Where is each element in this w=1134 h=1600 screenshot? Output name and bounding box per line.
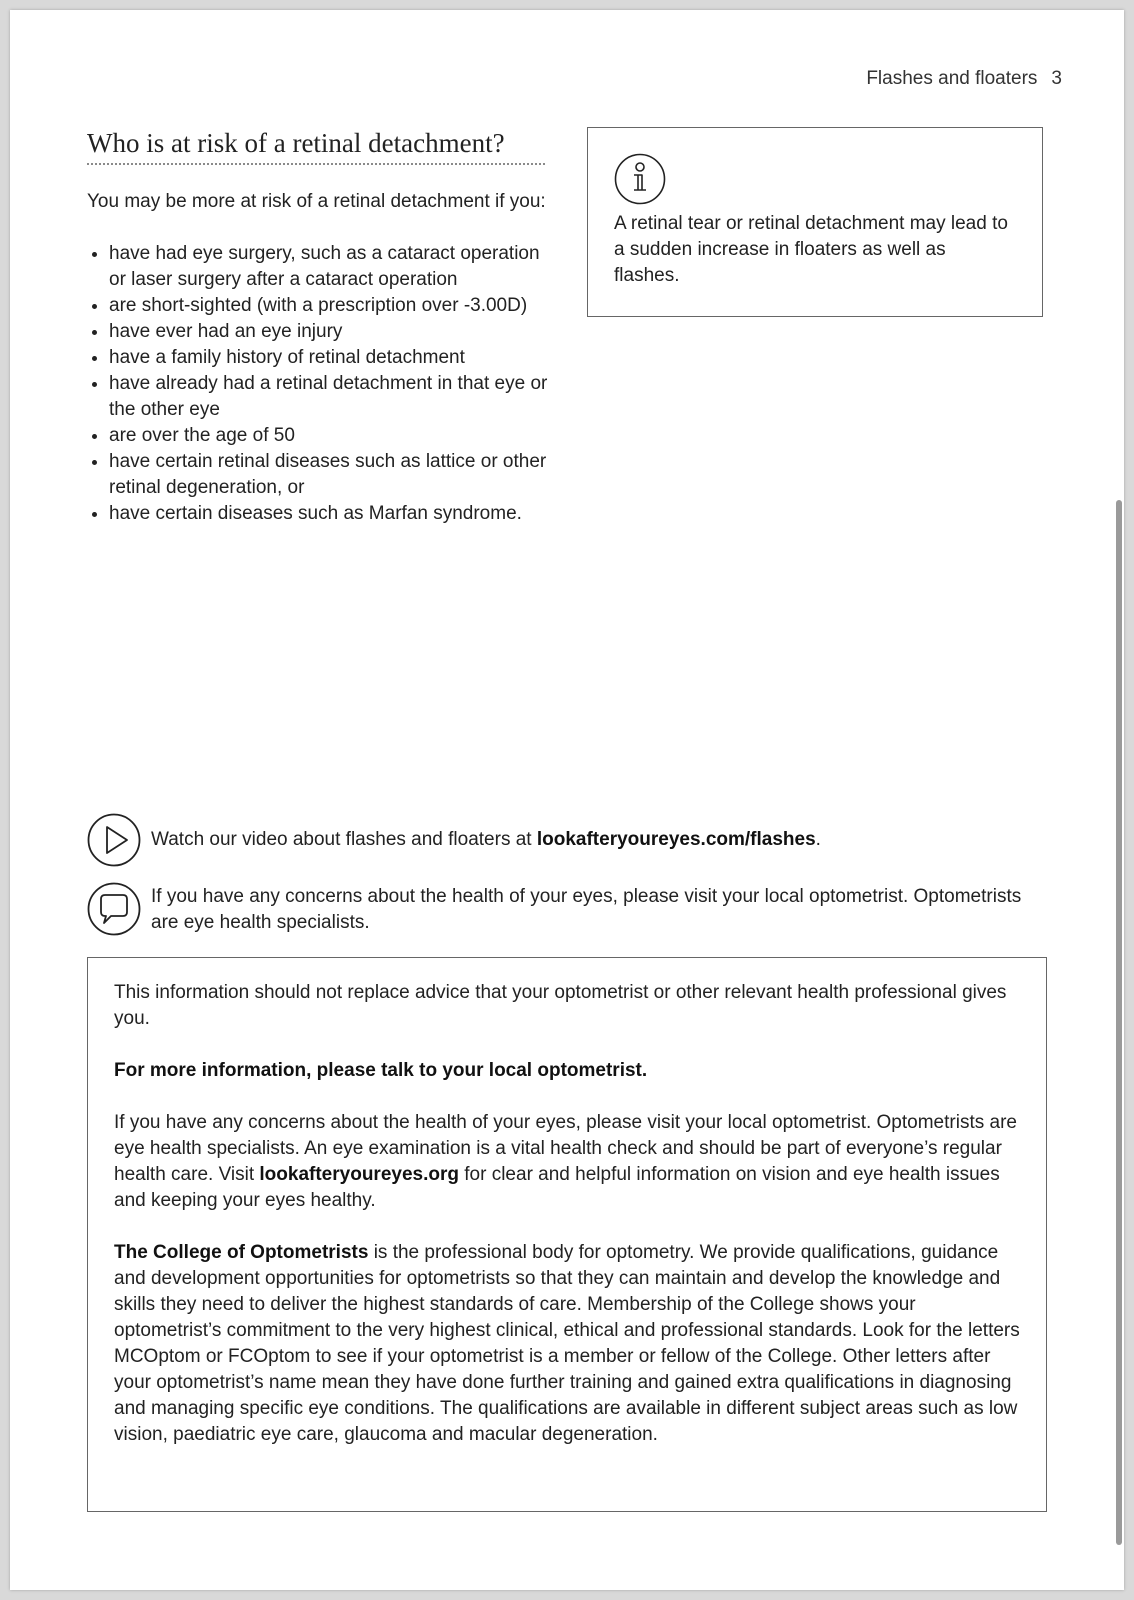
- chat-callout-text: If you have any concerns about the health of your eyes, please visit your local optometrist. Optometrists are eye health specialists.: [151, 886, 1022, 933]
- website-link[interactable]: lookafteryoureyes.org: [259, 1164, 459, 1185]
- list-item: • have certain retinal diseases such as lattice or other retinal degeneration, or: [109, 449, 557, 501]
- list-item: • have had eye surgery, such as a cataract operation or laser surgery after a cataract operation: [109, 241, 557, 293]
- video-callout: [87, 813, 1047, 867]
- info-icon: [614, 153, 666, 205]
- speech-bubble-icon: [87, 882, 141, 936]
- list-item: • are over the age of 50: [109, 423, 557, 449]
- more-info: [114, 1058, 1020, 1084]
- document-page: [10, 10, 1124, 1590]
- college-text: is the professional body for optometry. We provide qualifications, guidance and development opportunities for optometrists so that they can maintain and develop the knowledge and skills they need to deliver the highest standards of care. Membership of the College shows your optometrist’s commitment to the very highest clinical, ethical and professional standards. Look for the letters MCOptom or FCOptom to see if your optometrist is a member or fellow of the College. Other letters after your optometrist’s name mean they have done further training and gained extra qualifications in diagnosing and managing specific eye conditions. The qualifications are available in different subject areas such as low vision, paediatric eye care, glaucoma and macular degeneration.: [114, 1242, 1020, 1445]
- running-header: [866, 68, 1062, 90]
- list-item: • have ever had an eye injury: [109, 319, 557, 345]
- video-link[interactable]: lookafteryoureyes.com/flashes: [536, 829, 816, 850]
- video-text: Watch our video about flashes and floaters at: [151, 829, 537, 850]
- video-callout-text: [151, 813, 821, 853]
- risk-section: [87, 128, 557, 527]
- risk-intro: You may be more at risk of a retinal detachment if you:: [87, 191, 546, 212]
- risk-list: [87, 241, 557, 527]
- list-item: • have certain diseases such as Marfan syndrome.: [109, 501, 557, 527]
- play-icon: [87, 813, 141, 867]
- info-text: A retinal tear or retinal detachment may lead to a sudden increase in floaters as well as flashes.: [614, 213, 1008, 286]
- section-title: Who is at risk of a retinal detachment?: [87, 128, 545, 165]
- concerns-text: If you have any concerns about the health of your eyes, please visit your local optometrist. Optometrists are eye health specialists. An eye examination is a vital health check and should be part of everyone’s regular health care. Visit: [114, 1112, 1017, 1185]
- video-text-end: .: [815, 829, 821, 850]
- scrollbar[interactable]: [1116, 500, 1122, 1545]
- footer-box: [87, 957, 1047, 1512]
- page-number: 3: [1051, 68, 1062, 89]
- college-name: The College of Optometrists: [114, 1242, 369, 1263]
- list-item: • have a family history of retinal detachment: [109, 345, 557, 371]
- concerns-text-end: for clear and helpful information on vision and eye health issues and keeping your eyes healthy.: [114, 1164, 1000, 1211]
- running-title: Flashes and floaters: [866, 68, 1038, 89]
- disclaimer: This information should not replace advice that your optometrist or other relevant health professional gives you.: [114, 982, 1007, 1029]
- chat-callout: [87, 882, 1047, 936]
- list-item: • are short-sighted (with a prescription over -3.00D): [109, 293, 557, 319]
- college-paragraph: [114, 1240, 1020, 1448]
- info-box: [587, 127, 1043, 317]
- list-item: • have already had a retinal detachment in that eye or the other eye: [109, 371, 557, 423]
- concerns-paragraph: [114, 1110, 1020, 1214]
- more-info-text: For more information, please talk to your local optometrist.: [114, 1060, 648, 1081]
